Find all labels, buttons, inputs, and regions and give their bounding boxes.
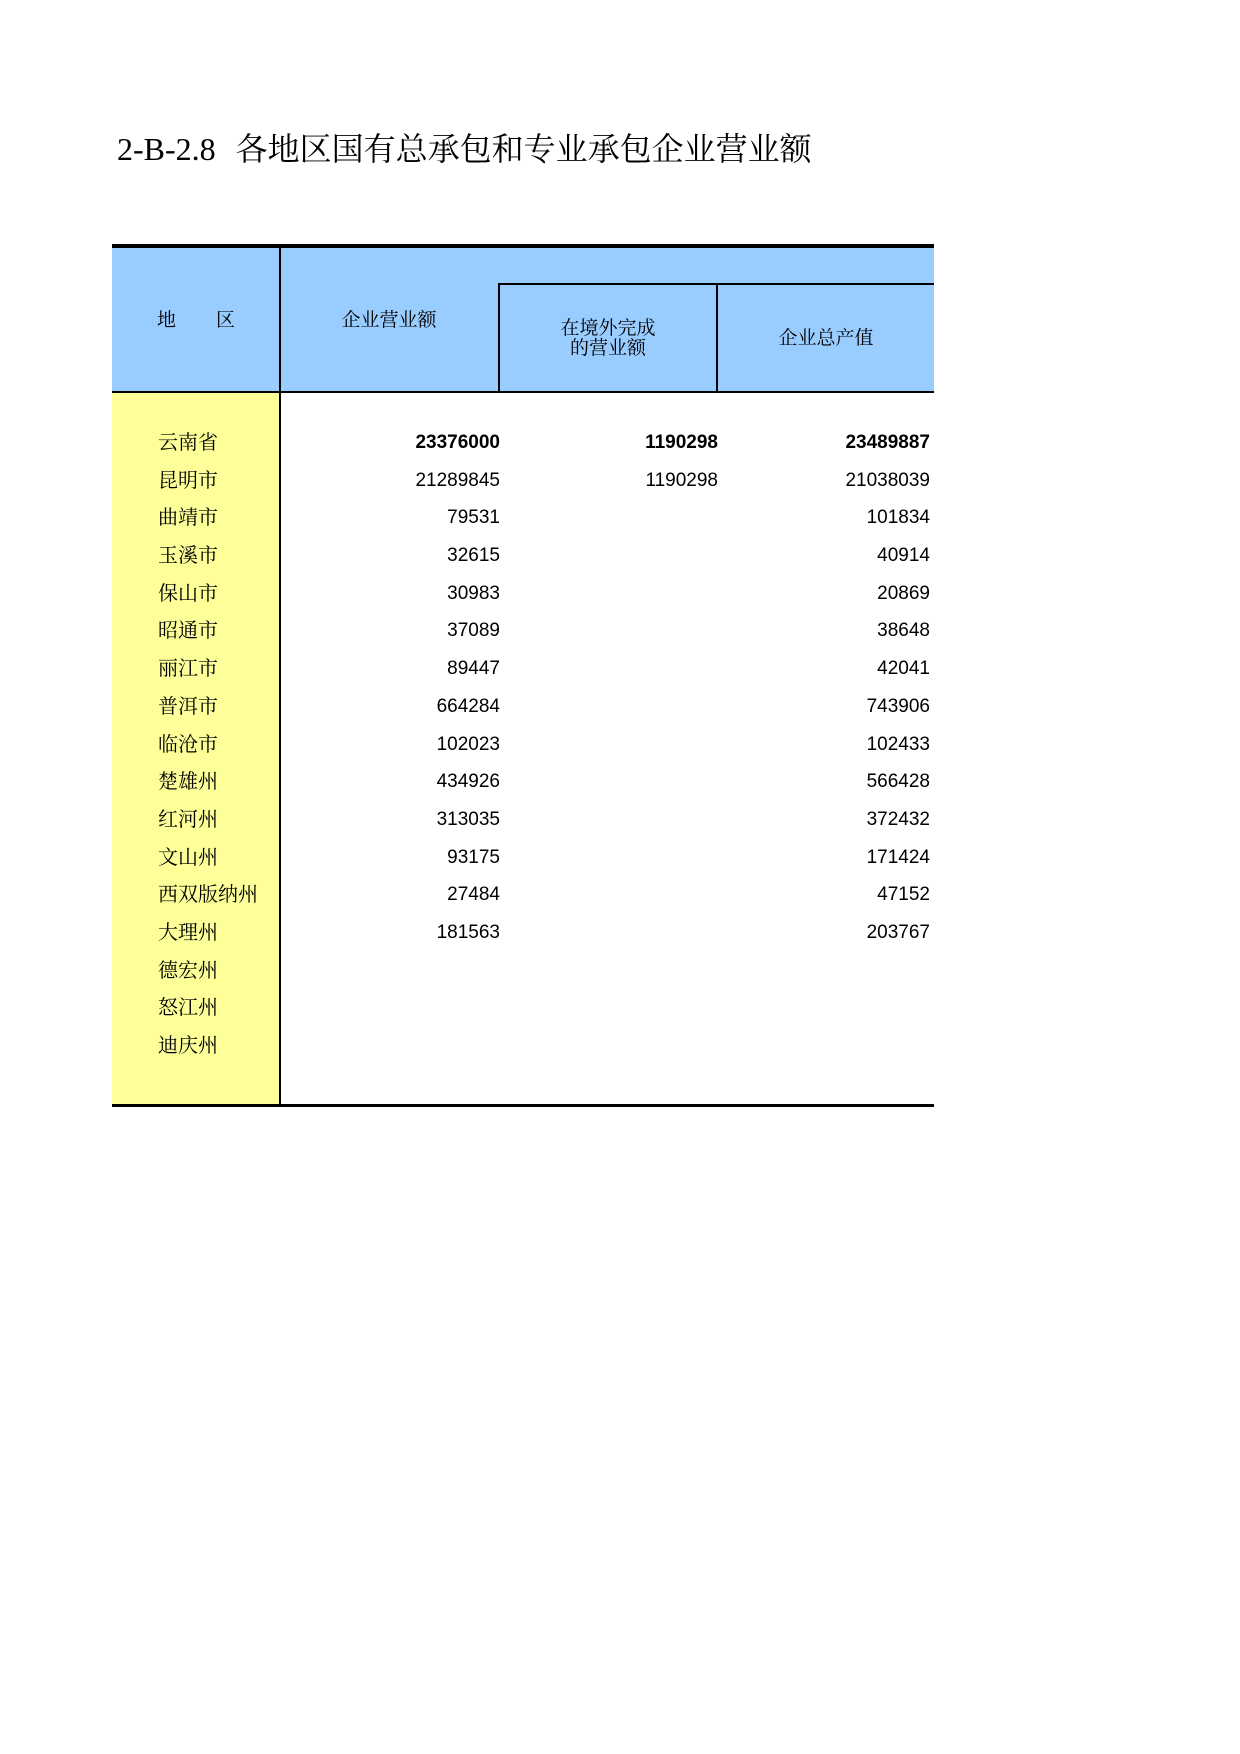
total-output-value: 102433: [866, 733, 930, 755]
table-code: 2-B-2.8: [117, 131, 216, 167]
revenue-value: 23376000: [415, 432, 500, 453]
header-abroad-line-2: 的营业额: [569, 337, 646, 359]
region-name: 楚雄州: [158, 769, 218, 794]
table-row-total: [112, 424, 934, 462]
revenue-value: 313035: [436, 808, 500, 830]
total-output-value: 23489887: [845, 432, 930, 453]
header-region-char-1: 地: [156, 309, 176, 331]
revenue-value: 27484: [447, 884, 500, 906]
total-output-value: 101834: [866, 507, 930, 529]
table-row: [112, 914, 934, 952]
revenue-value: 434926: [436, 771, 500, 793]
table-body: [112, 424, 934, 1065]
table-row: [112, 801, 934, 839]
header-total-output: 企业总产值: [778, 327, 874, 349]
region-name: 普洱市: [158, 693, 218, 718]
region-name: 西双版纳州: [158, 882, 258, 907]
total-output-value: 372432: [866, 808, 930, 830]
total-output-value: 743906: [866, 695, 930, 717]
table-row: [112, 537, 934, 575]
table-row: [112, 876, 934, 914]
region-name: 大理州: [158, 919, 218, 944]
region-name: 临沧市: [158, 731, 218, 756]
region-name: 昆明市: [158, 467, 218, 492]
header-abroad-revenue: [500, 318, 716, 358]
total-output-value: 171424: [866, 846, 930, 868]
total-output-value: 40914: [877, 545, 930, 567]
total-output-value: 47152: [877, 884, 930, 906]
total-output-value: 203767: [866, 921, 930, 943]
region-name: 红河州: [158, 806, 218, 831]
region-name: 曲靖市: [158, 505, 218, 530]
table-row: [112, 612, 934, 650]
total-output-value: 38648: [877, 620, 930, 642]
revenue-value: 21289845: [415, 469, 500, 491]
table-row: [112, 575, 934, 613]
table-row: [112, 726, 934, 764]
abroad-revenue-value: 1190298: [645, 432, 718, 453]
total-output-value: 42041: [877, 658, 930, 680]
page-title: [117, 124, 812, 170]
revenue-value: 181563: [436, 921, 500, 943]
table-row: [112, 1027, 934, 1065]
table-top-rule: [112, 244, 934, 248]
header-revenue: 企业营业额: [341, 309, 437, 331]
region-name: 丽江市: [158, 656, 218, 681]
table-title-text: 各地区国有总承包和专业承包企业营业额: [235, 131, 812, 167]
header-region: [112, 310, 280, 330]
header-bottom-rule: [112, 391, 934, 393]
revenue-value: 664284: [436, 695, 500, 717]
region-name: 昭通市: [158, 618, 218, 643]
table-row: [112, 499, 934, 537]
table-row: [112, 989, 934, 1027]
revenue-value: 93175: [447, 846, 500, 868]
total-output-value: 21038039: [845, 469, 930, 491]
table-row: [112, 688, 934, 726]
table-row: [112, 952, 934, 990]
region-name: 保山市: [158, 580, 218, 605]
table-row: [112, 763, 934, 801]
table-row: [112, 650, 934, 688]
region-name: 德宏州: [158, 957, 218, 982]
region-name: 玉溪市: [158, 543, 218, 568]
revenue-value: 37089: [447, 620, 500, 642]
table-row: [112, 839, 934, 877]
revenue-value: 32615: [447, 545, 500, 567]
total-output-value: 20869: [877, 582, 930, 604]
region-name: 怒江州: [158, 995, 218, 1020]
revenue-value: 89447: [447, 658, 500, 680]
region-name: 迪庆州: [158, 1033, 218, 1057]
table-row: [112, 462, 934, 500]
region-name: 云南省: [158, 430, 218, 454]
abroad-revenue-value: 1190298: [645, 469, 718, 491]
revenue-value: 79531: [447, 507, 500, 529]
header-abroad-line-1: 在境外完成: [560, 317, 656, 339]
total-output-value: 566428: [866, 771, 930, 793]
header-region-char-2: 区: [216, 309, 236, 331]
revenue-value: 30983: [447, 582, 500, 604]
region-name: 文山州: [158, 844, 218, 869]
data-table: [112, 244, 934, 1108]
table-bottom-rule: [112, 1104, 934, 1107]
revenue-value: 102023: [436, 733, 500, 755]
